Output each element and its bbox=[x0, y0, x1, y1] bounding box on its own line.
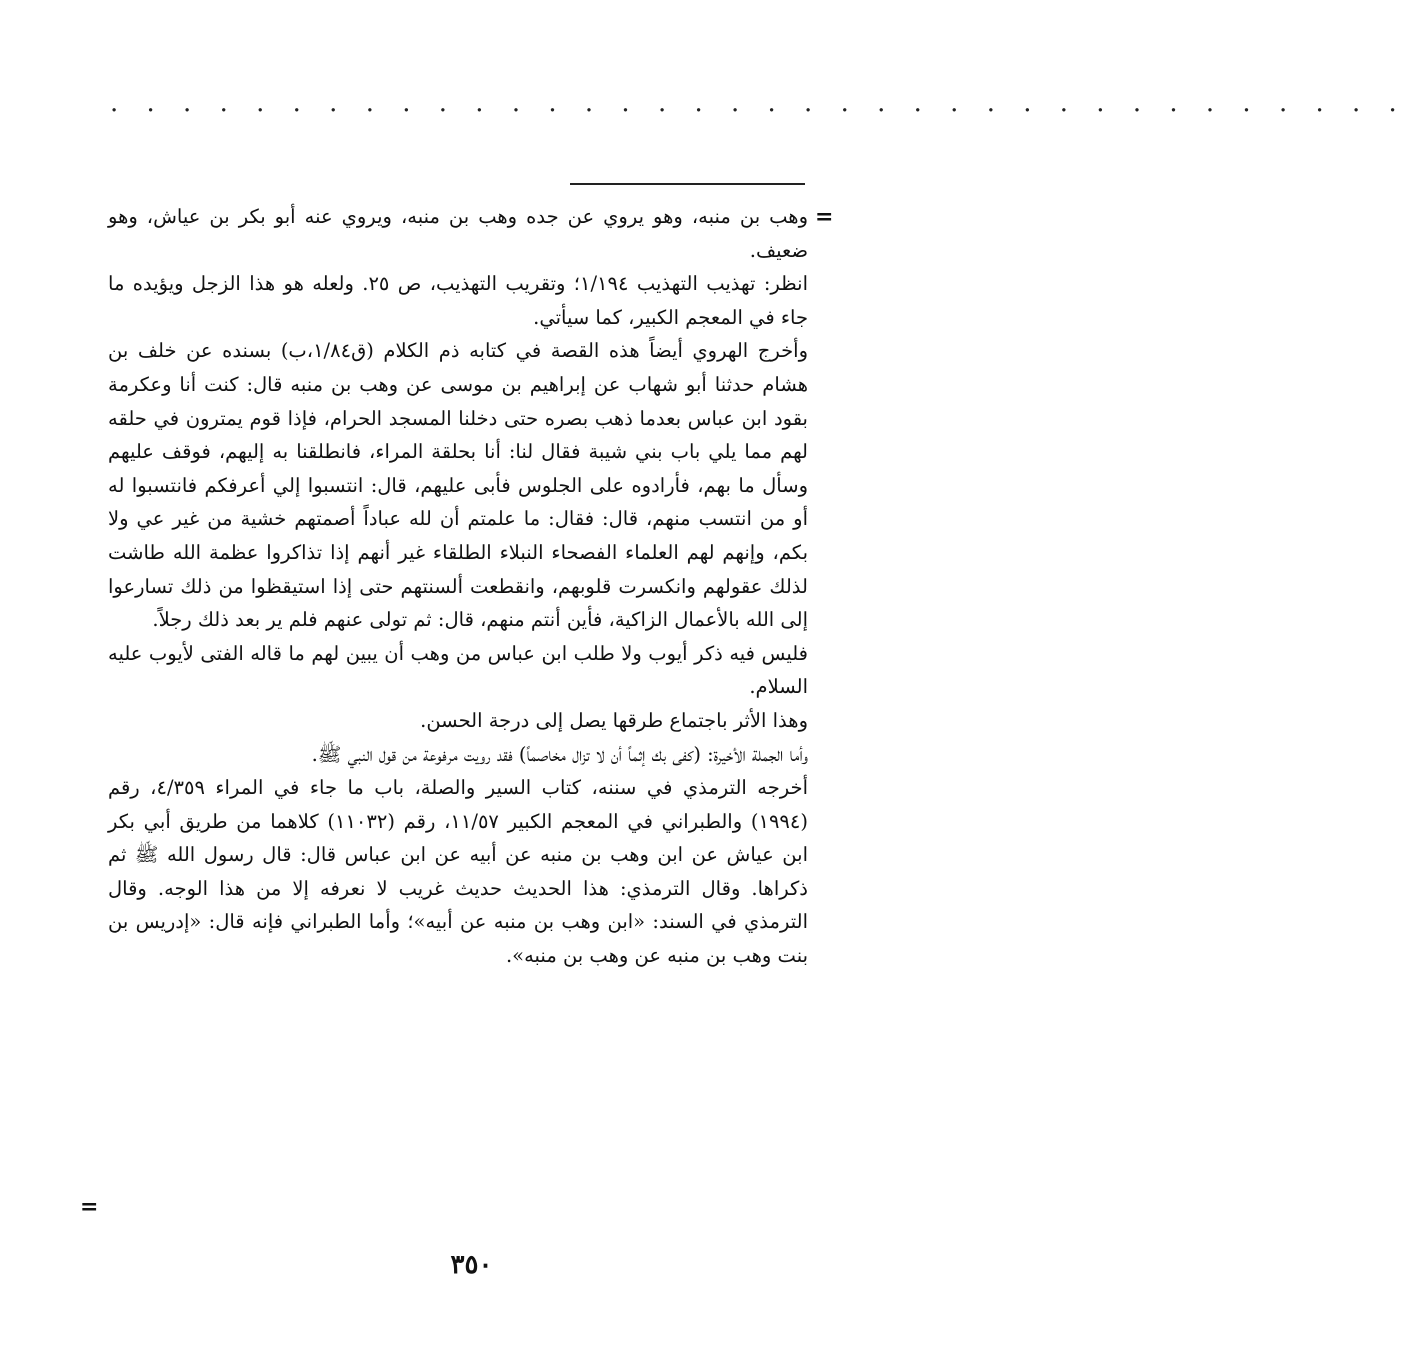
footnote-paragraph: فليس فيه ذكر أيوب ولا طلب ابن عباس من وهب أن يبين لهم ما قاله الفتى لأيوب عليه السلام. bbox=[108, 641, 808, 699]
footnote-paragraph: وهذا الأثر باجتماع طرقها يصل إلى درجة الحسن. bbox=[420, 708, 808, 732]
footnote-rule bbox=[570, 183, 805, 185]
continuation-mark-bottom: = bbox=[80, 1194, 99, 1220]
footnote-paragraph: وأخرج الهروي أيضاً هذه القصة في كتابه ذم الكلام (ق١/٨٤،ب) بسنده عن خلف بن هشام حدثنا أبو شهاب عن إبراهيم بن موسى عن وهب بن منبه قال: كنت أنا وعكرمة بقود ابن عباس بعدما ذهب بصره حتى دخلنا المسجد الحرام، فإذا قوم يمترون في حلقه لهم مما يلي باب بني شيبة فقال لنا: أنا بحلقة المراء، فانطلقنا به إليهم، فوقف عليهم وسأل ما بهم، فأرادوه على الجلوس فأبى عليهم، قال: انتسبوا إلي أعرفكم فانتسبوا له أو من انتسب منهم، قال: فقال: ما علمتم أن لله عباداً أصمتهم خشية من غير عي ولا بكم، وإنهم لهم العلماء الفصحاء النبلاء الطلقاء غير أنهم إذا تذاكروا عظمة الله طاشت لذلك عقولهم وانكسرت قلوبهم، وانقطعت ألسنتهم حتى إذا استيقظوا من ذلك تسارعوا إلى الله بالأعمال الزاكية، فأين أنتم منهم، قال: ثم تولى عنهم فلم ير بعد ذلك رجلاً. bbox=[108, 339, 808, 632]
footnote-paragraph: انظر: تهذيب التهذيب ١/١٩٤؛ وتقريب التهذيب، ص ٢٥. ولعله هو هذا الزجل ويؤيده ما جاء في المعجم الكبير، كما سيأتي. bbox=[108, 272, 808, 329]
footnote-paragraph: وهب بن منبه، وهو يروي عن جده وهب بن منبه، ويروي عنه أبو بكر بن عياش، وهو ضعيف. bbox=[108, 205, 808, 262]
separator-dots: · · · · · · · · · · · · · · · · · · · · · · · · · · · · · · · · · · · · bbox=[110, 96, 1407, 126]
footnote-paragraph: وأما الجملة الأخيرة: (كفى بك إثماً أن لا تزال مخاصماً) فقد رويت مرفوعة من قول النبي ﷺ. bbox=[311, 742, 808, 766]
continuation-mark-top: = bbox=[815, 204, 834, 230]
page-number: ٣٥٠ bbox=[450, 1250, 493, 1280]
footnote-paragraph: أخرجه الترمذي في سننه، كتاب السير والصلة، باب ما جاء في المراء ٤/٣٥٩، رقم (١٩٩٤) والطبراني في المعجم الكبير ١١/٥٧، رقم (١١٠٣٢) كلاهما من طريق أبي بكر ابن عياش عن ابن وهب بن منبه عن أبيه عن ابن عباس قال: قال رسول الله ﷺ ثم ذكراها. وقال الترمذي: هذا الحديث حديث غريب لا نعرفه إلا من هذا الوجه. وقال الترمذي في السند: «ابن وهب بن منبه عن أبيه»؛ وأما الطبراني فإنه قال: «إدريس بن بنت وهب بن منبه عن وهب بن منبه». bbox=[108, 776, 808, 968]
footnote-block bbox=[108, 200, 808, 973]
